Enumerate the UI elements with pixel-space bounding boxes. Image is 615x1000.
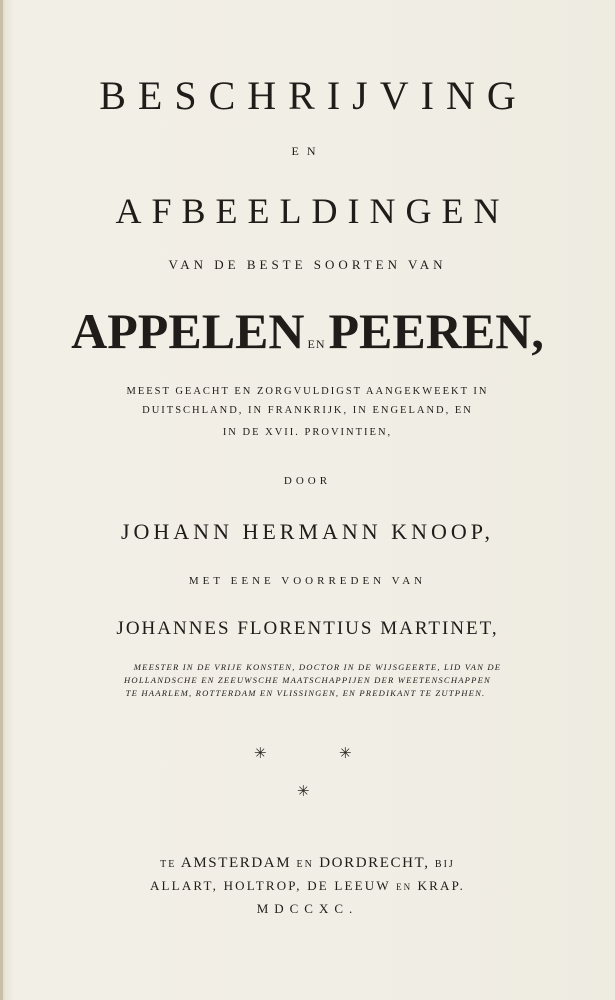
imprint-te: TE bbox=[160, 859, 177, 870]
title-line-2: AFBEELDINGEN bbox=[115, 191, 510, 231]
title-line-1: BESCHRIJVING bbox=[99, 73, 528, 118]
by-label: DOOR bbox=[283, 475, 332, 487]
asterism-ornament-icon: ✳ bbox=[339, 746, 352, 762]
credentials-line-3: TE HAARLEM, ROTTERDAM EN VLISSINGEN, EN PREDIKANT TE ZUTPHEN. bbox=[125, 688, 486, 698]
preface-intro: MET EENE VOORREDEN VAN bbox=[188, 575, 427, 587]
description-line-1: MEEST GEACHT EN ZORGVULDIGST AANGEKWEEKT IN bbox=[126, 386, 489, 397]
asterism-ornament-icon: ✳ bbox=[254, 746, 267, 762]
title-line-3 bbox=[0, 302, 615, 360]
credentials-line-2: HOLLANDSCHE EN ZEEUWSCHE MAATSCHAPPIJEN DER WEETENSCHAPPEN bbox=[124, 675, 491, 685]
imprint-en: EN bbox=[296, 859, 314, 870]
description-line-3: IN DE XVII. PROVINTIEN, bbox=[222, 427, 393, 438]
author-name: JOHANN HERMANN KNOOP, bbox=[120, 519, 495, 544]
description-line-2: DUITSCHLAND, IN FRANKRIJK, IN ENGELAND, EN bbox=[142, 405, 473, 416]
imprint-bij: BIJ bbox=[434, 859, 455, 870]
title-line-3-conjunction: EN bbox=[307, 337, 326, 351]
imprint-en-2: EN bbox=[396, 882, 413, 892]
imprint-printers-line bbox=[0, 878, 615, 894]
credentials-line-1: MEESTER IN DE VRIJE KONSTEN, DOCTOR IN DE WIJSGEERTE, LID VAN DE bbox=[133, 662, 502, 672]
asterism-ornament-icon: ✳ bbox=[297, 784, 310, 800]
imprint-amsterdam: AMSTERDAM bbox=[180, 855, 292, 871]
imprint-printers: ALLART, HOLTROP, DE LEEUW bbox=[149, 878, 391, 893]
title-pears: PEEREN, bbox=[328, 303, 544, 359]
subtitle: VAN DE BESTE SOORTEN VAN bbox=[168, 257, 447, 272]
imprint-krap: KRAP. bbox=[417, 878, 466, 893]
title-apples: APPELEN bbox=[71, 303, 305, 359]
imprint-place-line bbox=[0, 855, 615, 872]
title-conjunction: EN bbox=[291, 144, 324, 158]
imprint-dordrecht: DORDRECHT, bbox=[319, 855, 430, 871]
preface-author-name: JOHANNES FLORENTIUS MARTINET, bbox=[116, 618, 499, 639]
publication-date: MDCCXC. bbox=[256, 901, 359, 916]
